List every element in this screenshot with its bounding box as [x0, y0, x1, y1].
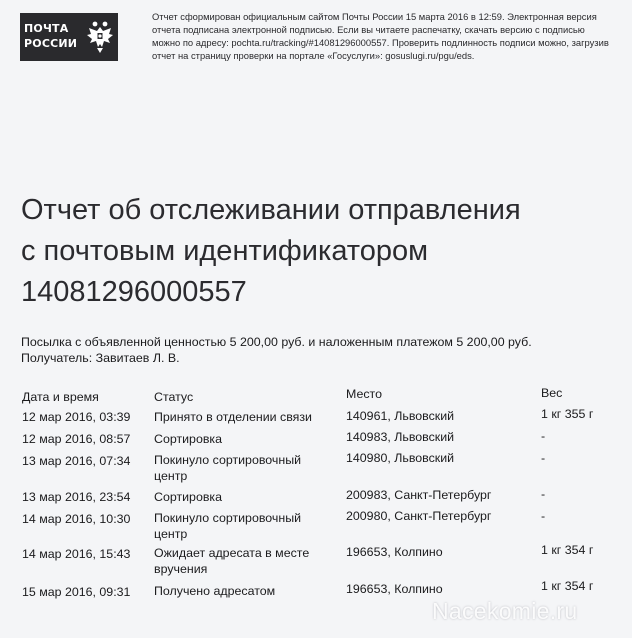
logo-text: [24, 21, 77, 51]
row-place: 196653, Колпино: [346, 545, 443, 559]
watermark: Nacekomie.ru: [432, 598, 578, 624]
header-date: Дата и время: [22, 390, 99, 404]
row-weight: 1 кг 354 г: [541, 543, 594, 557]
row-date: 12 мар 2016, 08:57: [22, 432, 131, 446]
row-date: 13 мар 2016, 23:54: [22, 490, 131, 504]
report-signature-note: Отчет сформирован официальным сайтом Почты России 15 марта 2016 в 12:59. Электронная версия отчета подписана электронной подписью. Если вы читаете распечатку, скачать версию с подписью можно по адресу: pochta.ru/tracking/#14081296000557. Проверить подлинность подписи можно, загрузив отчет на страницу проверки на портале «Госуслуги»: gosuslugi.ru/pgu/eds.: [152, 11, 609, 61]
row-weight: -: [541, 451, 546, 465]
row-place: 140961, Львовский: [346, 409, 455, 423]
title-line-1: Отчет об отслеживании отправления: [21, 194, 521, 226]
logo-line-2: РОССИИ: [24, 37, 78, 50]
row-place: 140983, Львовский: [346, 430, 455, 444]
row-date: 14 мар 2016, 10:30: [22, 512, 131, 526]
row-status: Принято в отделении связи: [154, 410, 312, 424]
row-status: Ожидает адресата в месте вручения: [154, 546, 310, 576]
russian-post-logo: [20, 13, 118, 61]
header-place: Место: [346, 387, 382, 401]
row-weight: -: [541, 429, 546, 443]
page-title: [21, 190, 521, 313]
row-place: 200980, Санкт-Петербург: [346, 509, 492, 523]
parcel-description: Посылка с объявленной ценностью 5 200,00 руб. и наложенным платежом 5 200,00 руб.: [21, 335, 532, 349]
row-status: Сортировка: [154, 490, 223, 504]
row-weight: -: [541, 487, 546, 501]
parcel-info: [21, 334, 532, 366]
double-headed-eagle-icon: [86, 20, 114, 54]
header-status: Статус: [154, 390, 194, 404]
row-date: 15 мар 2016, 09:31: [22, 585, 131, 599]
row-date: 12 мар 2016, 03:39: [22, 410, 131, 424]
row-place: 140980, Львовский: [346, 451, 455, 465]
row-weight: 1 кг 355 г: [541, 407, 594, 421]
row-status: Сортировка: [154, 432, 223, 446]
title-line-2: с почтовым идентификатором: [21, 235, 429, 267]
header-weight: Вес: [541, 386, 563, 400]
row-date: 13 мар 2016, 07:34: [22, 454, 131, 468]
recipient: Получатель: Завитаев Л. В.: [21, 351, 180, 365]
row-weight: -: [541, 509, 546, 523]
tracking-number: 14081296000557: [21, 276, 247, 308]
row-place: 196653, Колпино: [346, 582, 443, 596]
logo-line-1: ПОЧТА: [24, 22, 69, 35]
row-weight: 1 кг 354 г: [541, 579, 594, 593]
row-status: Покинуло сортировочный центр: [154, 511, 302, 541]
row-status: Получено адресатом: [154, 584, 276, 598]
row-date: 14 мар 2016, 15:43: [22, 547, 131, 561]
row-status: Покинуло сортировочный центр: [154, 453, 302, 483]
row-place: 200983, Санкт-Петербург: [346, 488, 492, 502]
